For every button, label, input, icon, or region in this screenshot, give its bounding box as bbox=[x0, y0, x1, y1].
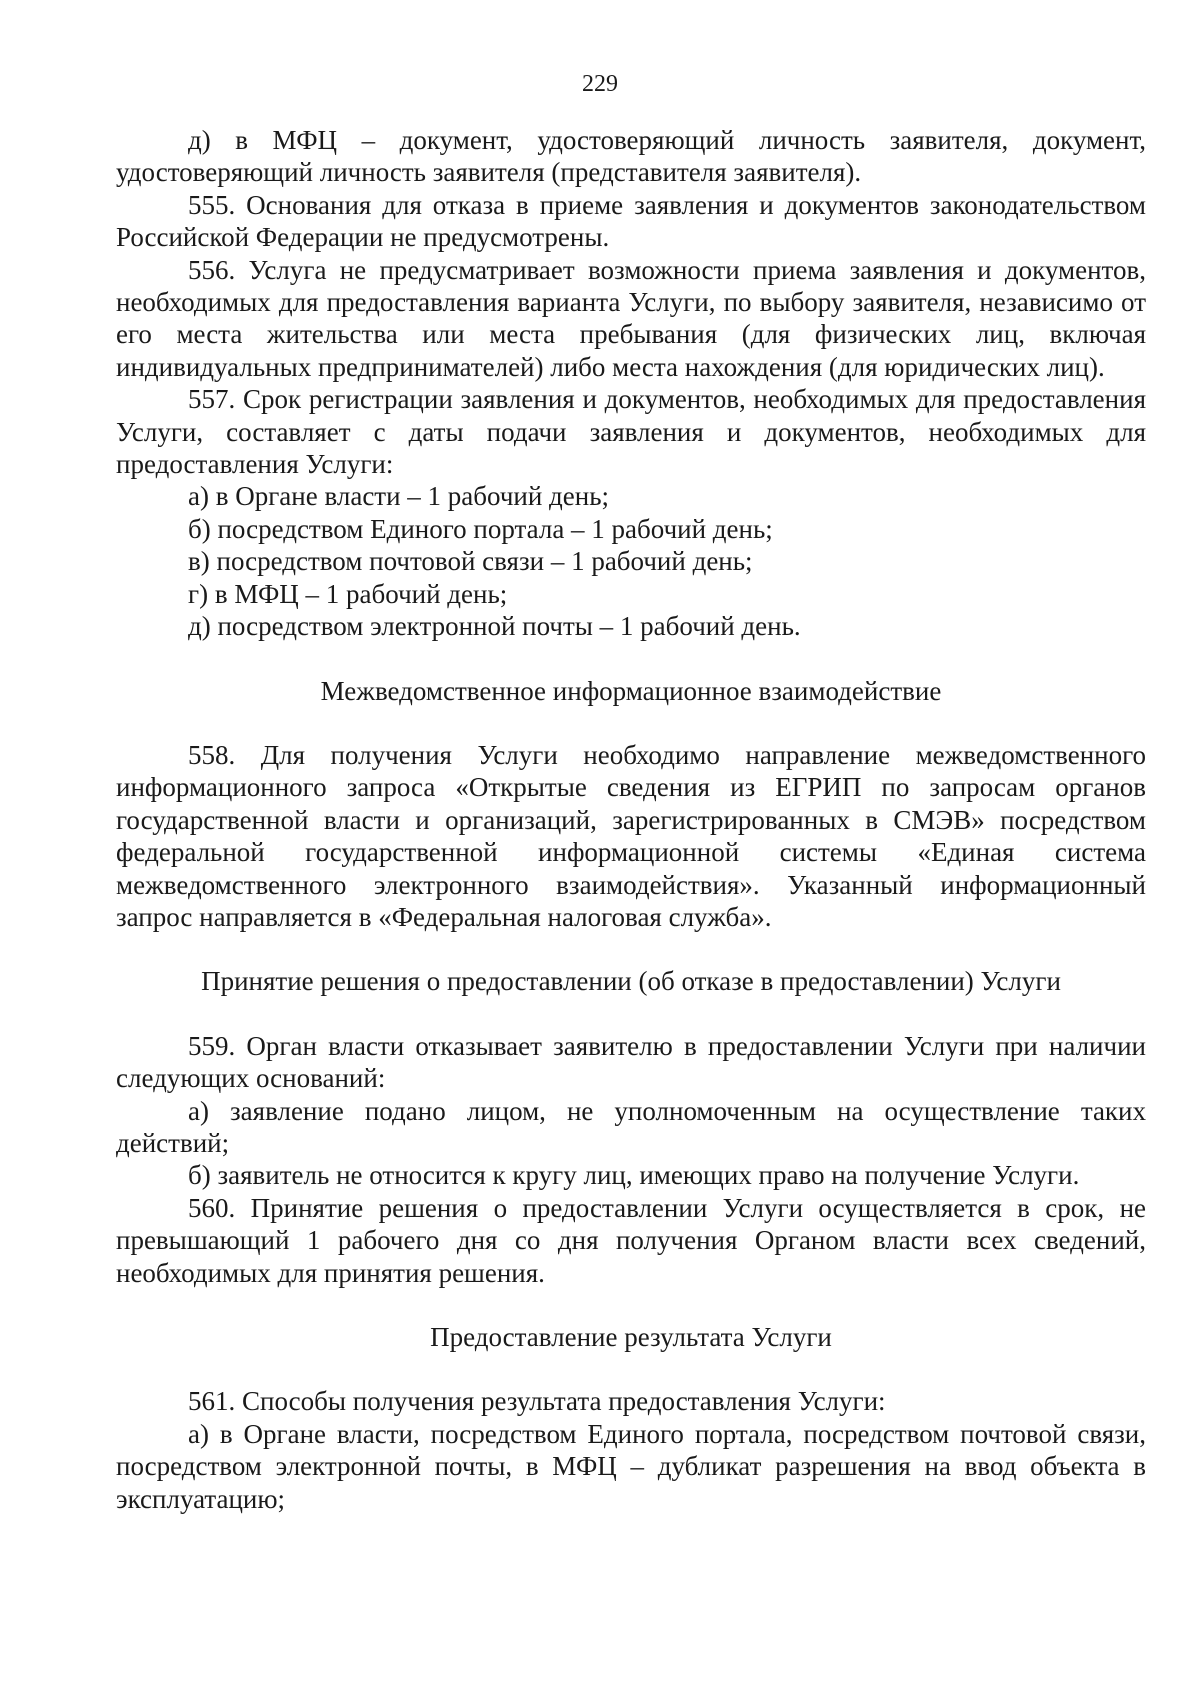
page-number: 229 bbox=[582, 71, 618, 97]
paragraph-561: 561. Способы получения результата предоставления Услуги: bbox=[188, 1386, 886, 1417]
section-heading-interagency: Межведомственное информационное взаимодействие bbox=[320, 675, 942, 706]
paragraph-d-mfc-documents: д) в МФЦ – документ, удостоверяющий личность заявителя, документ, удостоверяющий личность заявителя (представителя заявителя). bbox=[116, 125, 1146, 188]
document-body bbox=[116, 124, 1146, 1515]
list-item-d: д) посредством электронной почты – 1 рабочий день. bbox=[188, 611, 801, 642]
section-heading-decision: Принятие решения о предоставлении (об отказе в предоставлении) Услуги bbox=[201, 966, 1061, 997]
paragraph-556: 556. Услуга не предусматривает возможности приема заявления и документов, необходимых для предоставления варианта Услуги, по выбору заявителя, независимо от его места жительства или места пребывания (для физических лиц, включая индивидуальных предпринимателей) либо места нахождения (для юридических лиц). bbox=[116, 254, 1146, 382]
list-item-559-a: а) заявление подано лицом, не уполномоченным на осуществление таких действий; bbox=[116, 1095, 1146, 1158]
list-item-a: а) в Органе власти – 1 рабочий день; bbox=[188, 481, 610, 512]
list-item-b: б) посредством Единого портала – 1 рабочий день; bbox=[188, 513, 773, 544]
list-item-g: г) в МФЦ – 1 рабочий день; bbox=[188, 578, 508, 609]
list-item-561-a: а) в Органе власти, посредством Единого портала, посредством почтовой связи, посредством электронной почты, в МФЦ – дубликат разрешения на ввод объекта в эксплуатацию; bbox=[116, 1418, 1146, 1514]
section-heading-result: Предоставление результата Услуги bbox=[430, 1322, 832, 1352]
list-item-v: в) посредством почтовой связи – 1 рабочий день; bbox=[188, 546, 753, 577]
list-item-559-b: б) заявитель не относится к кругу лиц, имеющих право на получение Услуги. bbox=[188, 1160, 1080, 1191]
paragraph-555: 555. Основания для отказа в приеме заявления и документов законодательством Российской Федерации не предусмотрены. bbox=[116, 189, 1146, 253]
paragraph-559: 559. Орган власти отказывает заявителю в предоставлении Услуги при наличии следующих оснований: bbox=[116, 1030, 1146, 1094]
paragraph-560: 560. Принятие решения о предоставлении Услуги осуществляется в срок, не превышающий 1 рабочего дня со дня получения Органом власти всех сведений, необходимых для принятия решения. bbox=[116, 1192, 1146, 1288]
paragraph-557: 557. Срок регистрации заявления и документов, необходимых для предоставления Услуги, составляет с даты подачи заявления и документов, необходимых для предоставления Услуги: bbox=[116, 384, 1146, 480]
paragraph-558: 558. Для получения Услуги необходимо направление межведомственного информационного запроса «Открытые сведения из ЕГРИП по запросам органов государственной власти и организаций, зарегистрированных в СМЭВ» посредством федеральной государственной информационной системы «Единая система межведомственного электронного взаимодействия». Указанный информационный запрос направляется в «Федеральная налоговая служба». bbox=[116, 739, 1146, 932]
